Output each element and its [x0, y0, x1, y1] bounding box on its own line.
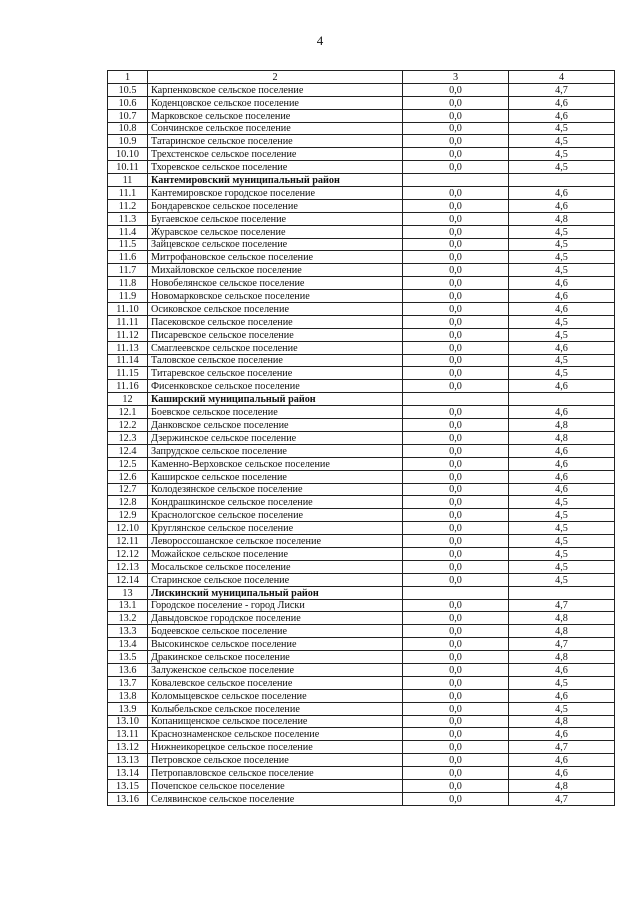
- settlement-name-cell: Кантемировское городское поселение: [148, 187, 403, 200]
- table-row: [108, 663, 615, 676]
- column-3-value-cell: 0,0: [403, 715, 509, 728]
- column-3-value-cell: 0,0: [403, 122, 509, 135]
- settlement-name-cell: Высокинское сельское поселение: [148, 638, 403, 651]
- settlement-name-cell: Каменно-Верховское сельское поселение: [148, 457, 403, 470]
- column-4-value-cell: 4,5: [509, 161, 615, 174]
- column-4-value-cell: 4,8: [509, 625, 615, 638]
- column-header-4: 4: [509, 71, 615, 84]
- table-row: [108, 212, 615, 225]
- settlement-name-cell: Бондаревское сельское поселение: [148, 199, 403, 212]
- settlement-name-cell: Данковское сельское поселение: [148, 419, 403, 432]
- column-4-value-cell: 4,5: [509, 328, 615, 341]
- column-3-value-cell: 0,0: [403, 303, 509, 316]
- column-4-value-cell: 4,5: [509, 315, 615, 328]
- column-3-value-cell: 0,0: [403, 341, 509, 354]
- column-3-value-cell: 0,0: [403, 328, 509, 341]
- column-4-value-cell: 4,5: [509, 535, 615, 548]
- table-row: [108, 135, 615, 148]
- column-4-value-cell: 4,5: [509, 547, 615, 560]
- row-number-cell: 13.10: [108, 715, 148, 728]
- row-number-cell: 13.9: [108, 702, 148, 715]
- row-number-cell: 12.8: [108, 496, 148, 509]
- settlement-name-cell: Давыдовское городское поселение: [148, 612, 403, 625]
- table-row: [108, 573, 615, 586]
- column-3-value-cell: 0,0: [403, 199, 509, 212]
- settlement-name-cell: Левороссошанское сельское поселение: [148, 535, 403, 548]
- settlement-name-cell: Фисенковское сельское поселение: [148, 380, 403, 393]
- row-number-cell: 13.6: [108, 663, 148, 676]
- settlement-name-cell: Городское поселение - город Лиски: [148, 599, 403, 612]
- column-4-value-cell: 4,6: [509, 767, 615, 780]
- row-number-cell: 13.12: [108, 741, 148, 754]
- column-3-value-cell: 0,0: [403, 547, 509, 560]
- table-row: [108, 290, 615, 303]
- row-number-cell: 10.11: [108, 161, 148, 174]
- row-number-cell: 13.11: [108, 728, 148, 741]
- settlement-name-cell: Почепское сельское поселение: [148, 779, 403, 792]
- column-3-value-cell: 0,0: [403, 599, 509, 612]
- column-3-value-cell: 0,0: [403, 161, 509, 174]
- column-3-value-cell: 0,0: [403, 148, 509, 161]
- column-4-value-cell: 4,5: [509, 560, 615, 573]
- settlement-name-cell: Таловское сельское поселение: [148, 354, 403, 367]
- column-4-value-cell: 4,5: [509, 251, 615, 264]
- column-4-value-cell: 4,8: [509, 612, 615, 625]
- row-number-cell: 11.7: [108, 264, 148, 277]
- table-row: [108, 406, 615, 419]
- column-3-value-cell: 0,0: [403, 444, 509, 457]
- column-3-value-cell: 0,0: [403, 470, 509, 483]
- table-row: [108, 702, 615, 715]
- column-4-value-cell: 4,6: [509, 277, 615, 290]
- column-3-value-cell: 0,0: [403, 290, 509, 303]
- table-row: [108, 341, 615, 354]
- column-4-value-cell: 4,8: [509, 651, 615, 664]
- row-number-cell: 13.15: [108, 779, 148, 792]
- row-number-cell: 11.15: [108, 367, 148, 380]
- row-number-cell: 12.9: [108, 509, 148, 522]
- column-4-value-cell: 4,5: [509, 354, 615, 367]
- settlement-name-cell: Ковалевское сельское поселение: [148, 676, 403, 689]
- row-number-cell: 10.10: [108, 148, 148, 161]
- data-table: [107, 70, 615, 806]
- column-4-value-cell: 4,7: [509, 638, 615, 651]
- column-4-value-cell: 4,6: [509, 470, 615, 483]
- column-3-value-cell: 0,0: [403, 406, 509, 419]
- table-row: [108, 238, 615, 251]
- column-3-value-cell: 0,0: [403, 522, 509, 535]
- table-row: [108, 676, 615, 689]
- row-number-cell: 11.12: [108, 328, 148, 341]
- column-3-value-cell: 0,0: [403, 754, 509, 767]
- settlement-name-cell: Титаревское сельское поселение: [148, 367, 403, 380]
- column-4-value-cell: 4,5: [509, 573, 615, 586]
- column-4-value-cell: 4,5: [509, 148, 615, 161]
- table-row: [108, 419, 615, 432]
- column-4-value-cell: 4,6: [509, 96, 615, 109]
- table-row: [108, 187, 615, 200]
- row-number-cell: 11.9: [108, 290, 148, 303]
- row-number-cell: 10.9: [108, 135, 148, 148]
- row-number-cell: 11.14: [108, 354, 148, 367]
- settlement-name-cell: Залуженское сельское поселение: [148, 663, 403, 676]
- column-4-value-cell: 4,5: [509, 496, 615, 509]
- column-4-value-cell: 4,6: [509, 109, 615, 122]
- settlement-name-cell: Дзержинское сельское поселение: [148, 431, 403, 444]
- settlement-name-cell: Кантемировский муниципальный район: [148, 174, 403, 187]
- row-number-cell: 13.14: [108, 767, 148, 780]
- table-row: [108, 651, 615, 664]
- row-number-cell: 12.3: [108, 431, 148, 444]
- column-4-value-cell: [509, 586, 615, 599]
- row-number-cell: 13.2: [108, 612, 148, 625]
- column-3-value-cell: 0,0: [403, 651, 509, 664]
- row-number-cell: 11.16: [108, 380, 148, 393]
- settlement-name-cell: Митрофановское сельское поселение: [148, 251, 403, 264]
- table-row: [108, 779, 615, 792]
- settlement-name-cell: Копанищенское сельское поселение: [148, 715, 403, 728]
- table-row: [108, 328, 615, 341]
- settlement-name-cell: Круглянское сельское поселение: [148, 522, 403, 535]
- settlement-name-cell: Каширский муниципальный район: [148, 393, 403, 406]
- column-3-value-cell: 0,0: [403, 535, 509, 548]
- settlement-name-cell: Петропавловское сельское поселение: [148, 767, 403, 780]
- column-3-value-cell: 0,0: [403, 367, 509, 380]
- settlement-name-cell: Осиковское сельское поселение: [148, 303, 403, 316]
- column-4-value-cell: 4,6: [509, 457, 615, 470]
- column-4-value-cell: 4,6: [509, 303, 615, 316]
- row-number-cell: 13.7: [108, 676, 148, 689]
- table-row: [108, 496, 615, 509]
- column-3-value-cell: 0,0: [403, 612, 509, 625]
- row-number-cell: 11.4: [108, 225, 148, 238]
- table-row: [108, 535, 615, 548]
- table-row: [108, 599, 615, 612]
- table-row: [108, 444, 615, 457]
- column-3-value-cell: 0,0: [403, 431, 509, 444]
- row-number-cell: 11.10: [108, 303, 148, 316]
- settlement-name-cell: Татаринское сельское поселение: [148, 135, 403, 148]
- settlement-name-cell: Трехстенское сельское поселение: [148, 148, 403, 161]
- row-number-cell: 13.3: [108, 625, 148, 638]
- column-4-value-cell: 4,5: [509, 225, 615, 238]
- column-4-value-cell: [509, 393, 615, 406]
- row-number-cell: 12.13: [108, 560, 148, 573]
- settlement-name-cell: Бугаевское сельское поселение: [148, 212, 403, 225]
- row-number-cell: 11.8: [108, 277, 148, 290]
- section-row: [108, 393, 615, 406]
- row-number-cell: 11.11: [108, 315, 148, 328]
- column-3-value-cell: 0,0: [403, 741, 509, 754]
- column-4-value-cell: 4,5: [509, 676, 615, 689]
- column-3-value-cell: [403, 393, 509, 406]
- settlement-name-cell: Селявинское сельское поселение: [148, 792, 403, 805]
- column-3-value-cell: 0,0: [403, 277, 509, 290]
- row-number-cell: 12: [108, 393, 148, 406]
- settlement-name-cell: Мосальское сельское поселение: [148, 560, 403, 573]
- row-number-cell: 10.8: [108, 122, 148, 135]
- column-3-value-cell: 0,0: [403, 767, 509, 780]
- row-number-cell: 13.5: [108, 651, 148, 664]
- table-row: [108, 457, 615, 470]
- column-3-value-cell: 0,0: [403, 509, 509, 522]
- column-header-3: 3: [403, 71, 509, 84]
- table-row: [108, 470, 615, 483]
- table-row: [108, 638, 615, 651]
- column-4-value-cell: 4,6: [509, 728, 615, 741]
- column-3-value-cell: 0,0: [403, 792, 509, 805]
- table-row: [108, 792, 615, 805]
- settlement-name-cell: Бодеевское сельское поселение: [148, 625, 403, 638]
- column-4-value-cell: 4,5: [509, 522, 615, 535]
- column-4-value-cell: 4,5: [509, 367, 615, 380]
- column-4-value-cell: 4,7: [509, 741, 615, 754]
- column-3-value-cell: 0,0: [403, 702, 509, 715]
- row-number-cell: 12.12: [108, 547, 148, 560]
- table-row: [108, 431, 615, 444]
- settlement-name-cell: Каширское сельское поселение: [148, 470, 403, 483]
- column-4-value-cell: 4,8: [509, 419, 615, 432]
- table-row: [108, 367, 615, 380]
- column-3-value-cell: 0,0: [403, 573, 509, 586]
- row-number-cell: 13.4: [108, 638, 148, 651]
- row-number-cell: 11.13: [108, 341, 148, 354]
- settlement-name-cell: Колодезянское сельское поселение: [148, 483, 403, 496]
- table-row: [108, 277, 615, 290]
- column-3-value-cell: [403, 174, 509, 187]
- table-row: [108, 547, 615, 560]
- column-3-value-cell: 0,0: [403, 251, 509, 264]
- table-row: [108, 689, 615, 702]
- row-number-cell: 12.7: [108, 483, 148, 496]
- column-4-value-cell: 4,8: [509, 431, 615, 444]
- settlement-name-cell: Марковское сельское поселение: [148, 109, 403, 122]
- settlement-name-cell: Зайцевское сельское поселение: [148, 238, 403, 251]
- section-row: [108, 586, 615, 599]
- column-3-value-cell: 0,0: [403, 109, 509, 122]
- column-3-value-cell: 0,0: [403, 483, 509, 496]
- table-row: [108, 83, 615, 96]
- settlement-name-cell: Дракинское сельское поселение: [148, 651, 403, 664]
- table-row: [108, 522, 615, 535]
- column-4-value-cell: 4,6: [509, 483, 615, 496]
- row-number-cell: 11.6: [108, 251, 148, 264]
- column-4-value-cell: 4,5: [509, 702, 615, 715]
- row-number-cell: 11.2: [108, 199, 148, 212]
- table-body: [108, 71, 615, 806]
- column-3-value-cell: 0,0: [403, 625, 509, 638]
- column-3-value-cell: 0,0: [403, 728, 509, 741]
- table-row: [108, 754, 615, 767]
- table-row: [108, 483, 615, 496]
- column-3-value-cell: [403, 586, 509, 599]
- column-3-value-cell: 0,0: [403, 315, 509, 328]
- row-number-cell: 12.2: [108, 419, 148, 432]
- table-row: [108, 148, 615, 161]
- row-number-cell: 10.7: [108, 109, 148, 122]
- column-3-value-cell: 0,0: [403, 135, 509, 148]
- settlement-name-cell: Кондрашкинское сельское поселение: [148, 496, 403, 509]
- table-row: [108, 560, 615, 573]
- section-row: [108, 174, 615, 187]
- column-3-value-cell: 0,0: [403, 419, 509, 432]
- settlement-name-cell: Пасековское сельское поселение: [148, 315, 403, 328]
- table-row: [108, 741, 615, 754]
- column-3-value-cell: 0,0: [403, 354, 509, 367]
- row-number-cell: 13: [108, 586, 148, 599]
- settlement-name-cell: Боевское сельское поселение: [148, 406, 403, 419]
- table-row: [108, 715, 615, 728]
- table-row: [108, 303, 615, 316]
- column-header-1: 1: [108, 71, 148, 84]
- column-4-value-cell: 4,8: [509, 212, 615, 225]
- table-row: [108, 380, 615, 393]
- row-number-cell: 12.6: [108, 470, 148, 483]
- settlement-name-cell: Старинское сельское поселение: [148, 573, 403, 586]
- row-number-cell: 12.10: [108, 522, 148, 535]
- settlement-name-cell: Смаглеевское сельское поселение: [148, 341, 403, 354]
- column-header-2: 2: [148, 71, 403, 84]
- row-number-cell: 13.8: [108, 689, 148, 702]
- table-row: [108, 625, 615, 638]
- row-number-cell: 11.3: [108, 212, 148, 225]
- column-3-value-cell: 0,0: [403, 638, 509, 651]
- table-row: [108, 264, 615, 277]
- table-header-row: [108, 71, 615, 84]
- column-4-value-cell: 4,6: [509, 663, 615, 676]
- column-4-value-cell: 4,5: [509, 264, 615, 277]
- column-3-value-cell: 0,0: [403, 83, 509, 96]
- column-3-value-cell: 0,0: [403, 238, 509, 251]
- row-number-cell: 11.5: [108, 238, 148, 251]
- table-row: [108, 612, 615, 625]
- settlement-name-cell: Михайловское сельское поселение: [148, 264, 403, 277]
- row-number-cell: 10.6: [108, 96, 148, 109]
- table-row: [108, 509, 615, 522]
- settlement-name-cell: Колыбельское сельское поселение: [148, 702, 403, 715]
- column-3-value-cell: 0,0: [403, 187, 509, 200]
- column-4-value-cell: 4,6: [509, 754, 615, 767]
- table-row: [108, 728, 615, 741]
- column-3-value-cell: 0,0: [403, 560, 509, 573]
- settlement-name-cell: Новомарковское сельское поселение: [148, 290, 403, 303]
- column-4-value-cell: 4,5: [509, 122, 615, 135]
- row-number-cell: 12.14: [108, 573, 148, 586]
- column-3-value-cell: 0,0: [403, 264, 509, 277]
- column-4-value-cell: 4,8: [509, 715, 615, 728]
- column-4-value-cell: 4,5: [509, 509, 615, 522]
- column-4-value-cell: 4,7: [509, 599, 615, 612]
- row-number-cell: 12.11: [108, 535, 148, 548]
- column-4-value-cell: 4,6: [509, 380, 615, 393]
- column-3-value-cell: 0,0: [403, 496, 509, 509]
- settlement-name-cell: Коденцовское сельское поселение: [148, 96, 403, 109]
- settlement-name-cell: Краснологское сельское поселение: [148, 509, 403, 522]
- page-number: 4: [316, 33, 324, 48]
- settlement-name-cell: Сончинское сельское поселение: [148, 122, 403, 135]
- row-number-cell: 10.5: [108, 83, 148, 96]
- column-3-value-cell: 0,0: [403, 225, 509, 238]
- column-4-value-cell: 4,7: [509, 792, 615, 805]
- table-row: [108, 767, 615, 780]
- table-row: [108, 315, 615, 328]
- row-number-cell: 12.1: [108, 406, 148, 419]
- column-4-value-cell: 4,6: [509, 444, 615, 457]
- column-3-value-cell: 0,0: [403, 676, 509, 689]
- row-number-cell: 11: [108, 174, 148, 187]
- row-number-cell: 13.1: [108, 599, 148, 612]
- table-row: [108, 122, 615, 135]
- settlement-name-cell: Тхоревское сельское поселение: [148, 161, 403, 174]
- column-4-value-cell: 4,6: [509, 199, 615, 212]
- column-4-value-cell: 4,5: [509, 135, 615, 148]
- column-4-value-cell: 4,6: [509, 290, 615, 303]
- row-number-cell: 12.5: [108, 457, 148, 470]
- row-number-cell: 13.13: [108, 754, 148, 767]
- column-4-value-cell: 4,7: [509, 83, 615, 96]
- table-row: [108, 251, 615, 264]
- settlement-name-cell: Краснознаменское сельское поселение: [148, 728, 403, 741]
- table-row: [108, 161, 615, 174]
- column-3-value-cell: 0,0: [403, 457, 509, 470]
- settlement-name-cell: Журавское сельское поселение: [148, 225, 403, 238]
- settlement-name-cell: Новобелянское сельское поселение: [148, 277, 403, 290]
- column-3-value-cell: 0,0: [403, 96, 509, 109]
- column-3-value-cell: 0,0: [403, 689, 509, 702]
- table-row: [108, 354, 615, 367]
- column-3-value-cell: 0,0: [403, 663, 509, 676]
- column-3-value-cell: 0,0: [403, 212, 509, 225]
- table-row: [108, 199, 615, 212]
- column-4-value-cell: [509, 174, 615, 187]
- column-4-value-cell: 4,6: [509, 689, 615, 702]
- settlement-name-cell: Можайское сельское поселение: [148, 547, 403, 560]
- row-number-cell: 13.16: [108, 792, 148, 805]
- column-4-value-cell: 4,6: [509, 341, 615, 354]
- column-4-value-cell: 4,6: [509, 406, 615, 419]
- row-number-cell: 11.1: [108, 187, 148, 200]
- settlement-name-cell: Писаревское сельское поселение: [148, 328, 403, 341]
- table-row: [108, 109, 615, 122]
- settlement-name-cell: Карпенковское сельское поселение: [148, 83, 403, 96]
- column-4-value-cell: 4,6: [509, 187, 615, 200]
- column-3-value-cell: 0,0: [403, 779, 509, 792]
- settlement-name-cell: Запрудское сельское поселение: [148, 444, 403, 457]
- settlement-name-cell: Коломыцевское сельское поселение: [148, 689, 403, 702]
- settlement-name-cell: Нижнеикорецкое сельское поселение: [148, 741, 403, 754]
- table-row: [108, 96, 615, 109]
- column-4-value-cell: 4,8: [509, 779, 615, 792]
- settlement-name-cell: Лискинский муниципальный район: [148, 586, 403, 599]
- settlement-name-cell: Петровское сельское поселение: [148, 754, 403, 767]
- row-number-cell: 12.4: [108, 444, 148, 457]
- column-3-value-cell: 0,0: [403, 380, 509, 393]
- column-4-value-cell: 4,5: [509, 238, 615, 251]
- table-row: [108, 225, 615, 238]
